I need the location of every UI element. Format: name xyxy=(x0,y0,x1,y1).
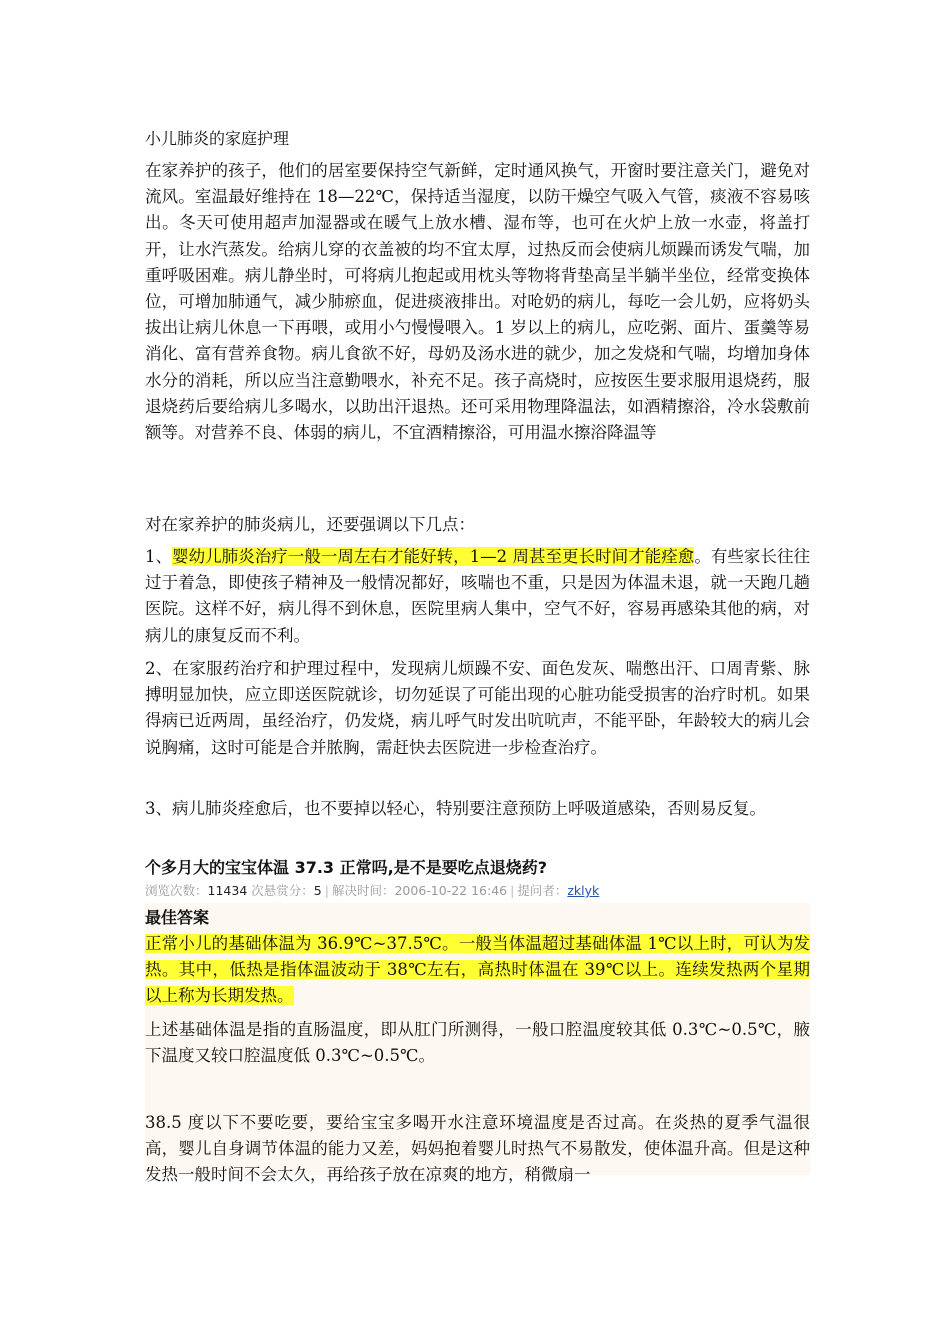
paragraph-point-3: 3、病儿肺炎痊愈后，也不要掉以轻心，特别要注意预防上呼吸道感染，否则易反复。 xyxy=(145,799,766,818)
highlighted-text: 婴幼儿肺炎治疗一般一周左右才能好转，1—2 周甚至更长时间才能痊愈 xyxy=(172,547,695,566)
asker-link[interactable]: zklyk xyxy=(567,883,600,898)
best-answer-heading: 最佳答案 xyxy=(145,908,210,927)
meta-separator: | xyxy=(510,883,515,898)
point-1-text: 。有些家长往往过于着急，即使孩子精神及一般情况都好，咳喘也不重，只是因为体温未退，就一天跑几趟医院。这样不好，病儿得不到休息，医院里病人集中，空气不好，容易再感染其他的病，对病儿的康复反而不利。 xyxy=(145,547,811,645)
solved-label: 解决时间： xyxy=(331,883,395,898)
question-title: 个多月大的宝宝体温 37.3 正常吗,是不是要吃点退烧药? xyxy=(145,858,547,877)
answer-paragraph-1 xyxy=(145,931,810,1009)
views-label: 浏览次数： xyxy=(145,883,208,898)
paragraph-home-care: 在家养护的孩子，他们的居室要保持空气新鲜，定时通风换气，开窗时要注意关门，避免对流风。室温最好维持在 18—22℃，保持适当湿度，以防干燥空气吸入气管，痰液不容易咳出。冬天可使用超声加湿器或在暖气上放水槽、湿布等，也可在火炉上放一水壶，将盖打开，让水汽蒸发。给病儿穿的衣盖被的均不宜太厚，过热反而会使病儿烦躁而诱发气喘，加重呼吸困难。病儿静坐时，可将病儿抱起或用枕头等物将背垫高呈半躺半坐位，经常变换体位，可增加肺通气，减少肺瘀血，促进痰液排出。对呛奶的病儿，每吃一会儿奶，应将奶头拔出让病儿休息一下再喂，或用小勺慢慢喂入。1 岁以上的病儿，应吃粥、面片、蛋羹等易消化、富有营养食物。病儿食欲不好，母奶及汤水进的就少，加之发烧和气喘，均增加身体水分的消耗，所以应当注意勤喂水，补充不足。孩子高烧时，应按医生要求服用退烧药，服退烧药后要给病儿多喝水，以助出汗退热。还可采用物理降温法，如酒精擦浴，冷水袋敷前额等。对营养不良、体弱的病儿，不宜酒精擦浴，可用温水擦浴降温等 xyxy=(145,161,810,443)
point-1-number: 1、 xyxy=(145,547,173,566)
article-title: 小儿肺炎的家庭护理 xyxy=(145,129,290,148)
paragraph-point-1 xyxy=(145,544,810,649)
paragraph-key-points-intro: 对在家养护的肺炎病儿，还要强调以下几点： xyxy=(145,515,475,534)
views-value: 11434 xyxy=(207,883,248,898)
question-meta xyxy=(145,881,599,901)
solved-value: 2006-10-22 16:46 xyxy=(394,883,508,898)
reward-value: 5 xyxy=(313,883,322,898)
highlighted-text: 正常小儿的基础体温为 36.9℃~37.5℃。一般当体温超过基础体温 1℃以上时，可认为发热。其中，低热是指体温波动于 38℃左右，高热时体温在 39℃以上。连续发热两个星期以上称为长期发热。 xyxy=(145,934,810,1005)
asker-label: 提问者： xyxy=(517,883,568,898)
answer-paragraph-3: 38.5 度以下不要吃要，要给宝宝多喝开水注意环境温度是否过高。在炎热的夏季气温很高，婴儿自身调节体温的能力又差，妈妈抱着婴儿时热气不易散发，使体温升高。但是这种发热一般时间不会太久，再给孩子放在凉爽的地方，稍微扇一 xyxy=(145,1113,810,1184)
meta-separator: | xyxy=(324,883,329,898)
answer-paragraph-2: 上述基础体温是指的直肠温度，即从肛门所测得，一般口腔温度较其低 0.3℃~0.5℃，腋下温度又较口腔温度低 0.3℃~0.5℃。 xyxy=(145,1020,810,1065)
reward-label: 次悬赏分： xyxy=(251,883,314,898)
paragraph-point-2: 2、在家服药治疗和护理过程中，发现病儿烦躁不安、面色发灰、喘憋出汗、口周青紫、脉搏明显加快，应立即送医院就诊，切勿延误了可能出现的心脏功能受损害的治疗时机。如果得病已近两周，虽经治疗，仍发烧，病儿呼气时发出吭吭声，不能平卧，年龄较大的病儿会说胸痛，这时可能是合并脓胸，需赶快去医院进一步检查治疗。 xyxy=(145,659,810,757)
